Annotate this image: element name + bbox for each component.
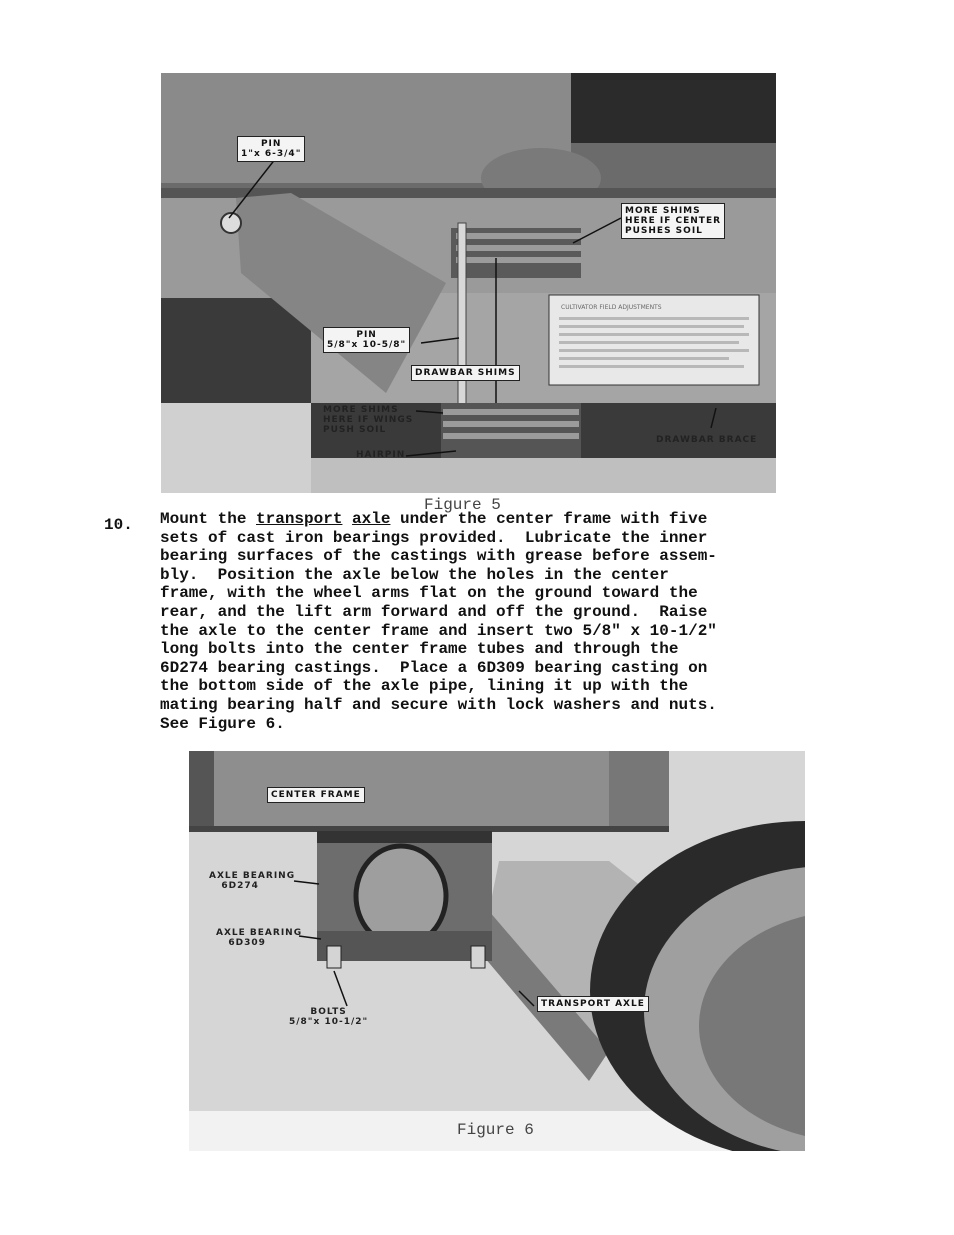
step-line: the bottom side of the axle pipe, lining it up with the [160, 677, 689, 696]
callout-hairpin: HAIRPIN [356, 450, 406, 460]
step-line: bly. Position the axle below the holes in the center [160, 565, 669, 584]
figure-5-caption: Figure 5 [424, 496, 501, 514]
step-line-1: Mount the transport axle under the center frame with five [160, 510, 708, 528]
figure-6-drawing [189, 751, 805, 1151]
step-line: mating bearing half and secure with lock washers and nuts. [160, 695, 717, 714]
callout-drawbar-brace: DRAWBAR BRACE [656, 435, 758, 445]
callout-pin-top: PIN 1"x 6-3/4" [237, 136, 305, 162]
step-line: the axle to the center frame and insert two 5/8" x 10-1/2" [160, 621, 717, 640]
step-line: 6D274 bearing castings. Place a 6D309 bearing casting on [160, 658, 708, 677]
figure-6-caption: Figure 6 [457, 1121, 534, 1139]
underlined-transport: transport [256, 510, 343, 528]
step-line: See Figure 6. [160, 714, 285, 733]
step-number: 10. [104, 516, 133, 534]
step-text [160, 510, 820, 733]
decal-title: CULTIVATOR FIELD ADJUSTMENTS [561, 304, 662, 311]
callout-more-shims-center: MORE SHIMS HERE IF CENTER PUSHES SOIL [621, 203, 725, 239]
callout-more-shims-wings: MORE SHIMS HERE IF WINGS PUSH SOIL [323, 405, 414, 435]
step-line: bearing surfaces of the castings with grease before assem- [160, 547, 717, 566]
callout-center-frame: CENTER FRAME [267, 787, 365, 803]
callout-bolts: BOLTS 5/8"x 10-1/2" [289, 1007, 369, 1027]
step-line: frame, with the wheel arms flat on the ground toward the [160, 584, 698, 603]
callout-axle-bearing-6d274: AXLE BEARING 6D274 [209, 871, 296, 891]
figure-6-photo [189, 751, 805, 1151]
figure-5-photo [161, 73, 776, 493]
underlined-axle: axle [352, 510, 391, 528]
step-line: rear, and the lift arm forward and off the ground. Raise [160, 602, 708, 621]
step-line: long bolts into the center frame tubes and through the [160, 640, 679, 659]
callout-pin-mid: PIN 5/8"x 10-5/8" [323, 327, 410, 353]
callout-drawbar-shims: DRAWBAR SHIMS [411, 365, 520, 381]
callout-transport-axle: TRANSPORT AXLE [537, 996, 649, 1012]
callout-axle-bearing-6d309: AXLE BEARING 6D309 [216, 928, 303, 948]
step-line: sets of cast iron bearings provided. Lubricate the inner [160, 528, 708, 547]
